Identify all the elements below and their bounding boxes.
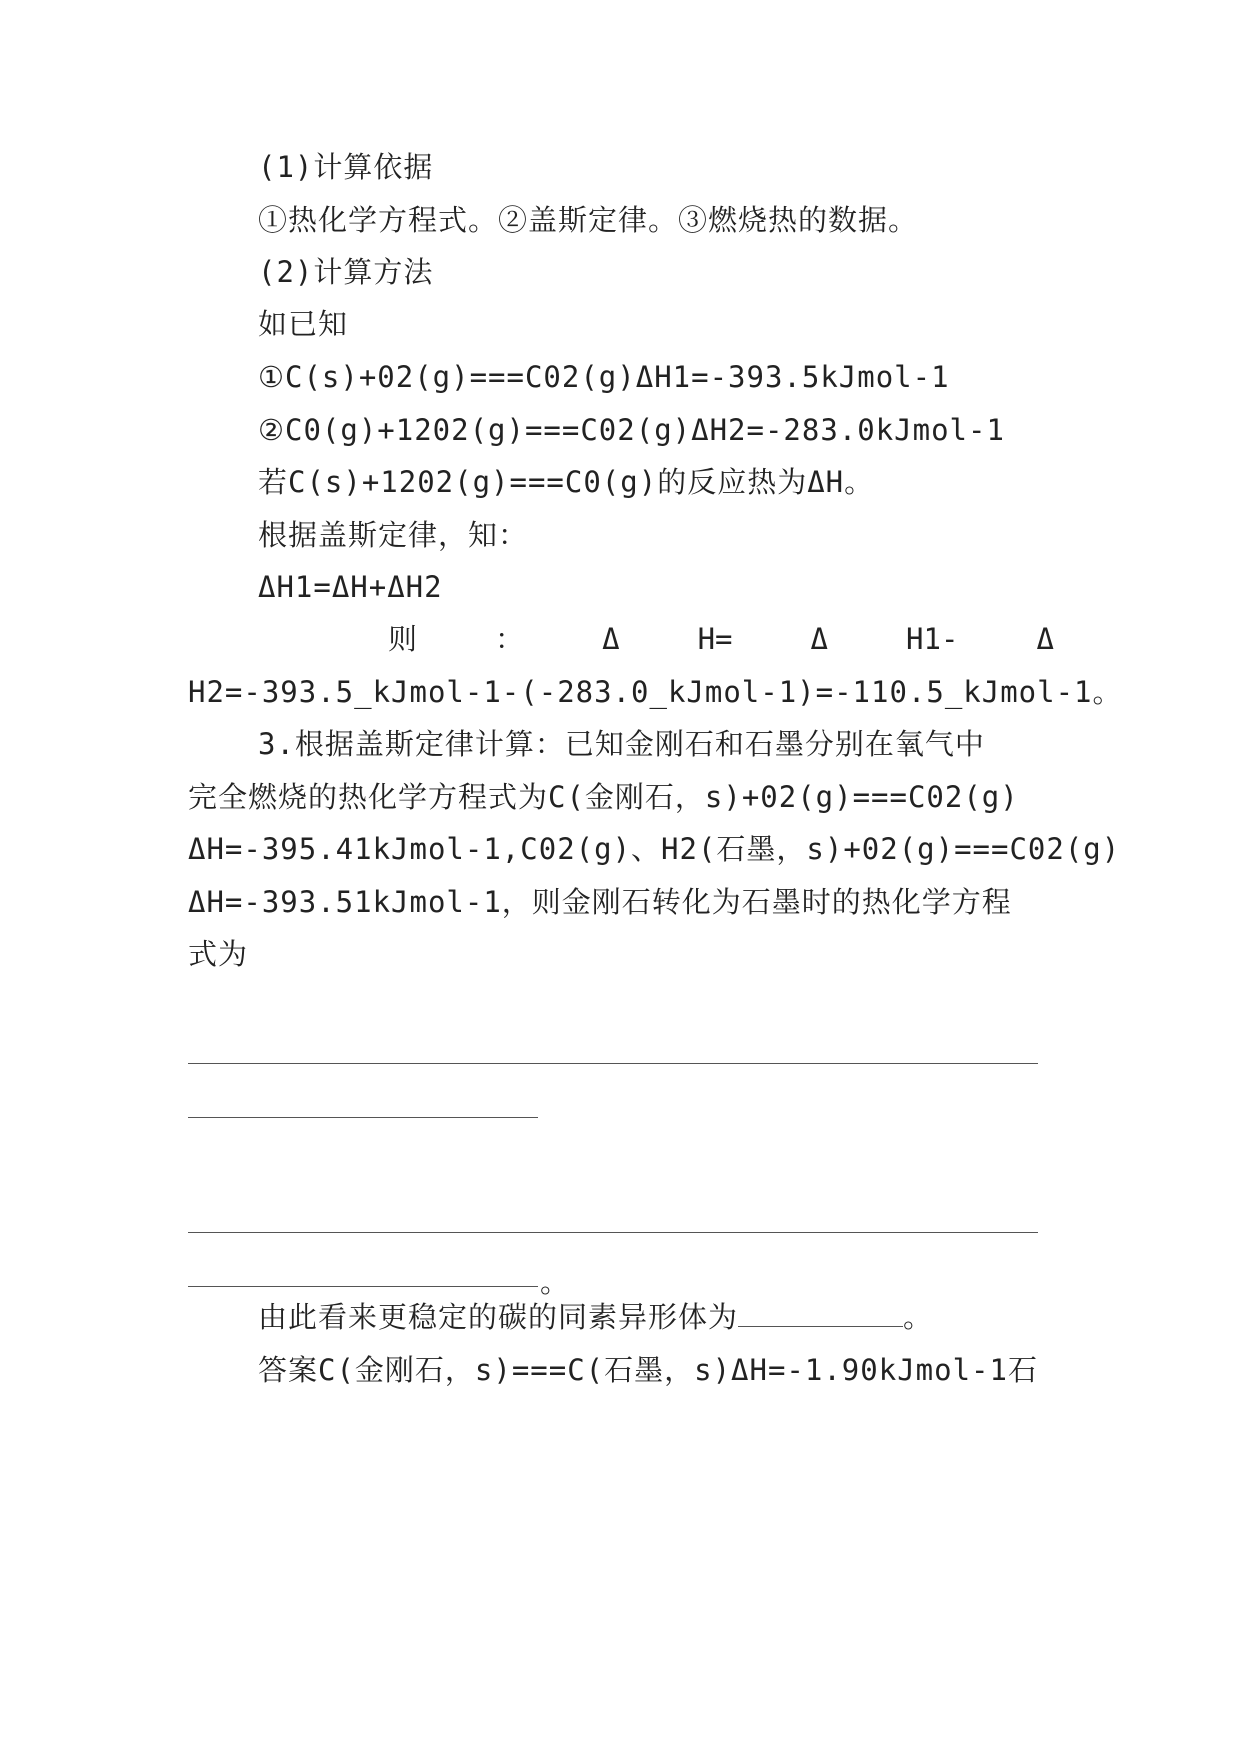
then-token: H1- [906, 622, 959, 656]
stable-question-text: 由此看来更稳定的碳的同素异形体为 [258, 1300, 739, 1334]
then-token: Δ [602, 622, 620, 656]
then-token: H= [697, 622, 733, 656]
then-token: Δ [810, 622, 829, 656]
then-token: ： [495, 622, 525, 656]
then-token: Δ [1036, 622, 1054, 656]
then-justified-line [188, 619, 1054, 659]
section-heading-method: (2)计算方法 [258, 255, 434, 289]
answer-blank-line[interactable] [188, 1232, 1038, 1233]
enthalpy-relation: ΔH1=ΔH+ΔH2 [258, 570, 443, 604]
answer-blank-line[interactable] [188, 1063, 1038, 1064]
answer-blank-line[interactable] [188, 1286, 538, 1287]
answer-line: 答案C(金刚石，s)===C(石墨，s)ΔH=-1.90kJmol-1石 [258, 1353, 1038, 1387]
equation-2: ②C0(g)+1202(g)===C02(g)ΔH2=-283.0kJmol-1 [258, 413, 1005, 447]
hess-law-statement: 根据盖斯定律，知： [258, 518, 529, 552]
known-label: 如已知 [258, 307, 349, 341]
question-3-line: 完全燃烧的热化学方程式为C(金刚石，s)+02(g)===C02(g) [188, 780, 1019, 814]
question-3-line: 式为 [188, 937, 249, 971]
question-3-line: 3.根据盖斯定律计算：已知金刚石和石墨分别在氧气中 [258, 727, 985, 761]
stable-allotrope-question [258, 1297, 933, 1337]
question-3-line: ΔH=-393.51kJmol-1，则金刚石转化为石墨时的热化学方程 [188, 885, 1012, 919]
then-result: H2=-393.5_kJmol-1-(-283.0_kJmol-1)=-110.5_kJmol-1。 [188, 675, 1123, 709]
answer-blank-line[interactable] [188, 1117, 538, 1118]
stable-answer-blank[interactable] [738, 1304, 903, 1327]
basis-items: ①热化学方程式。②盖斯定律。③燃烧热的数据。 [258, 203, 919, 237]
equation-1: ①C(s)+02(g)===C02(g)ΔH1=-393.5kJmol-1 [258, 360, 950, 394]
question-3-line: ΔH=-395.41kJmol-1,C02(g)、H2(石墨，s)+02(g)===C02(g) [188, 832, 1121, 866]
then-token: 则 [388, 622, 418, 656]
reaction-heat-statement: 若C(s)+1202(g)===C0(g)的反应热为ΔH。 [258, 465, 875, 499]
blank-end-period: 。 [540, 1265, 571, 1299]
stable-question-end: 。 [903, 1300, 934, 1334]
section-heading-basis: (1)计算依据 [258, 150, 434, 184]
